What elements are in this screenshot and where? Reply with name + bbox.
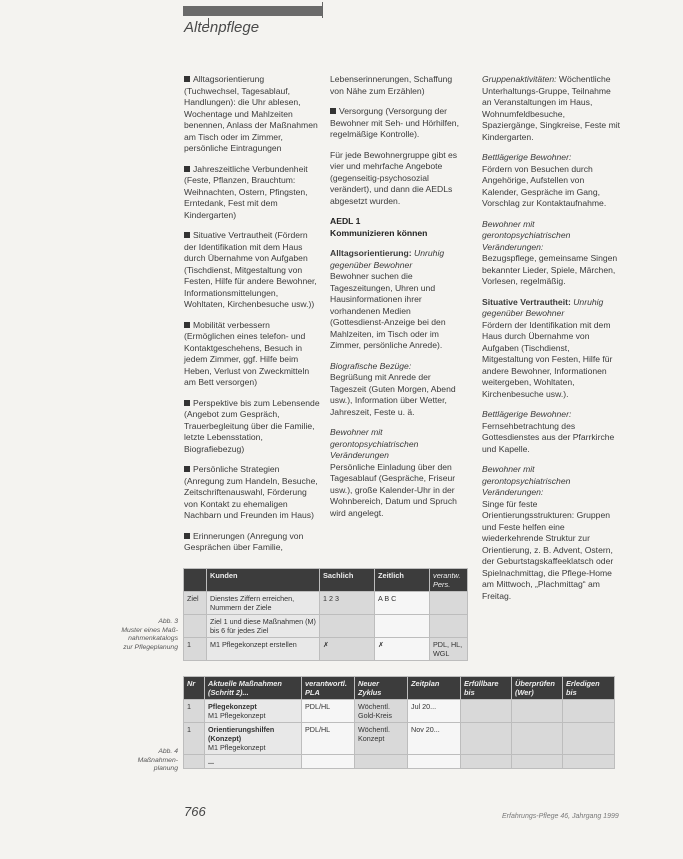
list-item: Versorgung (Versorgung der Bewohner mit Seh- und Hörhilfen, regelmäßige Kontrolle).: [330, 106, 459, 139]
table-cell: Wöchentl. Gold-Kreis: [355, 700, 408, 723]
list-item: Persönliche Strategien (Anregung zum Handeln, Besuche, Zeitschriftenauswahl, Förderung von Kontakt zu ehemaligen Nachbarn und Freunden im Haus): [184, 464, 318, 520]
paragraph: Situative Vertrautheit: Unruhig gegenüber Bewohner Fördern der Identifikation mit dem Haus durch Übernahme von Aufgaben (Tischdienst, Mitgestaltung von Festen, Hilfe für andere Bewohner, Informationen weitergeben, Wohltaten, Kirchenbesuche usw.).: [482, 296, 613, 399]
table-cell: A B C: [375, 592, 430, 615]
table-cell: [512, 723, 563, 755]
table-row: [184, 638, 468, 661]
table-row: [184, 592, 468, 615]
table-cell: [461, 700, 512, 723]
table-header: Erfüllbare bis: [461, 677, 512, 700]
bullet-icon: [184, 322, 190, 328]
table-cell: PDL/HL: [302, 723, 355, 755]
table-cell: [302, 755, 355, 769]
table-cell: 1 2 3: [320, 592, 375, 615]
table-header: Erledigen bis: [563, 677, 615, 700]
table-cell: [184, 755, 205, 769]
source-line: Erfahrungs-Pflege 46, Jahrgang 1999: [502, 813, 619, 820]
table-cell: [355, 755, 408, 769]
paragraph: Bettlägerige Bewohner: Fernsehbetrachtung des Gottesdienstes aus der Pfarrkirche und Kapelle.: [482, 409, 615, 454]
table-row: [184, 700, 615, 723]
crop-mark: [322, 2, 323, 18]
column-2: [330, 74, 465, 528]
figure-caption: Abb. 3 Muster eines Maß- nahmenkatalogs zur Pflegeplanung: [121, 618, 178, 651]
page-title: Altenpflege: [184, 19, 260, 36]
paragraph: Bewohner mit gerontopsychiatrischen Veränderungen: Bezugspflege, gemeinsame Singen bekannter Lieder, Spiele, Märchen, Vorlesen, regelmäßig.: [482, 218, 618, 286]
paragraph: Alltagsorientierung: Unruhig gegenüber Bewohner Bewohner suchen die Tageszeitungen, Uhren und Hausinformationen ihrer vorhandenen Medien (Gottesdienst-Anzeige bei den Mahlzeiten, im Tisch oder im Zimmer, persönliche Anrede).: [330, 248, 446, 350]
bullet-icon: [184, 76, 190, 82]
table-header: [184, 569, 207, 592]
column-3: [482, 74, 622, 611]
table-header: Kunden: [207, 569, 320, 592]
table-cell: [461, 723, 512, 755]
table-cell: Wöchentl. Konzept: [355, 723, 408, 755]
table-row: [184, 723, 615, 755]
list-item: Mobilität verbessern (Ermöglichen eines telefon- und Kontaktgeschehens, Besuch in jedem Zimmer, ggf. Hilfe beim Heben, Verlust von Zweckmitteln am Bett versorgen): [184, 319, 310, 387]
table-cell: [320, 615, 375, 638]
table-cell: [430, 592, 468, 615]
planning-table-2: [183, 676, 615, 769]
table-cell: [461, 755, 512, 769]
paragraph: Bewohner mit gerontopsychiatrischen Veränderungen Persönliche Einladung über den Tagesablauf (Gespräche, Friseur usw.), große Kalender-Uhr in der Wohnbereich, Datum und Spruch wird angelegt.: [330, 427, 457, 518]
table-cell: [430, 615, 468, 638]
table-cell: [184, 615, 207, 638]
table-header: verantw. Pers.: [430, 569, 468, 592]
table-header: Aktuelle Maßnahmen (Schritt 2)...: [205, 677, 302, 700]
table-cell: [512, 755, 563, 769]
planning-table-1: [183, 568, 468, 661]
bullet-icon: [330, 108, 336, 114]
table-header: Neuer Zyklus: [355, 677, 408, 700]
table-cell: ...: [205, 755, 302, 769]
list-item: Jahreszeitliche Verbundenheit (Feste, Pflanzen, Brauchtum: Weihnachten, Ostern, Pfingsten, Erntedank, Fest mit dem Kindergarten): [184, 163, 308, 220]
table-cell: [563, 700, 615, 723]
list-item: Erinnerungen (Anregung von Gesprächen über Familie,: [184, 530, 304, 552]
table-cell: [375, 615, 430, 638]
table-header: Zeitplan: [408, 677, 461, 700]
table-cell: 1: [184, 700, 205, 723]
table-cell: PDL/HL: [302, 700, 355, 723]
table-cell: 1: [184, 638, 207, 661]
table-header: Nr: [184, 677, 205, 700]
paragraph: Lebenserinnerungen, Schaffung von Nähe zum Erzählen): [330, 74, 453, 96]
list-item: Alltagsorientierung (Tuchwechsel, Tagesablauf, Handlungen): die Uhr ablesen, Wochentage und Mahlzeiten benennen, Anlass der Maßnahmen am Tisch oder im Zimmer, persönliche Eintragungen: [184, 74, 318, 153]
section-heading: AEDL 1: [330, 216, 361, 226]
table-cell: PDL, HL, WGL: [430, 638, 468, 661]
paragraph: Für jede Bewohnergruppe gibt es vier und mehrfache Angebote (gegenseitig-psychosozial verändert), und dann die AEDLs abgesetzt wurden.: [330, 149, 458, 206]
section-subheading: Kommunizieren können: [330, 227, 428, 238]
table-cell: Pflegekonzept M1 Pflegekonzept: [205, 700, 302, 723]
table-cell: Ziel: [184, 592, 207, 615]
paragraph: Bettlägerige Bewohner: Fördern von Besuchen durch Angehörige, Aufstellen von Kalender, Gespräche im Gang, Vorschlag zur Kontaktaufnahme.: [482, 152, 607, 208]
page-number: 766: [184, 804, 206, 819]
list-item: Perspektive bis zum Lebensende (Angebot zum Gespräch, Trauerbegleitung über die Familie, letzte Lebensstation, Biografiebezug): [184, 397, 320, 454]
paragraph: Bewohner mit gerontopsychiatrischen Veränderungen: Singe für feste Orientierungsstrukturen: Gruppen und Feste helfen eine wiederkehrende Struktur zur Orientierung, z. B. Advent, Ostern, der Geburtstagskaffeeklatsch oder Spielnachmittag, die Pflege-Home am Mittwoch, „Plachmittag“ am Freitag.: [482, 464, 614, 601]
table-header: Sachlich: [320, 569, 375, 592]
table-cell: ✗: [320, 638, 375, 661]
table-cell: 1: [184, 723, 205, 755]
table-cell: Nov 20...: [408, 723, 461, 755]
table-row: [184, 755, 615, 769]
table-cell: Dienstes Ziffern erreichen, Nummern der Ziele: [207, 592, 320, 615]
paragraph: Gruppenaktivitäten: Wöchentliche Unterhaltungs-Gruppe, Teilnahme an Veranstaltungen im Haus, Wohnumfeldbesuche, Spaziergänge, Singkreise, Feste mit Kindergarten.: [482, 74, 621, 142]
table-cell: [563, 723, 615, 755]
bullet-icon: [184, 533, 190, 539]
table-cell: M1 Pflegekonzept erstellen: [207, 638, 320, 661]
table-header: Überprüfen (Wer): [512, 677, 563, 700]
table-cell: [408, 755, 461, 769]
list-item: Situative Vertrautheit (Fördern der Identifikation mit dem Haus durch Übernahme von Aufgaben (Tischdienst, Mitgestaltung von Festen, Hilfe für andere Bewohner, Informationsmittelungen, Wohltaten, Kirchenbesuche usw.)): [184, 230, 317, 309]
paragraph: Biografische Bezüge: Begrüßung mit Anrede der Tageszeit (Guten Morgen, Abend usw.), Information über Wetter, Jahreszeit, Feste u. ä.: [330, 360, 456, 417]
figure-caption: Abb. 4 Maßnahmen- planung: [137, 748, 178, 772]
header-bar: [183, 6, 323, 16]
table-cell: Jul 20...: [408, 700, 461, 723]
table-cell: ✗: [375, 638, 430, 661]
table-row: [184, 615, 468, 638]
bullet-icon: [184, 166, 190, 172]
bullet-icon: [184, 466, 190, 472]
table-cell: Orientierungshilfen (Konzept) M1 Pflegekonzept: [205, 723, 302, 755]
table-cell: Ziel 1 und diese Maßnahmen (M) bis 6 für jedes Ziel: [207, 615, 320, 638]
bullet-icon: [184, 400, 190, 406]
table-header: Zeitlich: [375, 569, 430, 592]
table-header: verantwortl. PLA: [302, 677, 355, 700]
column-1: [184, 74, 320, 563]
table-cell: [563, 755, 615, 769]
bullet-icon: [184, 232, 190, 238]
table-cell: [512, 700, 563, 723]
